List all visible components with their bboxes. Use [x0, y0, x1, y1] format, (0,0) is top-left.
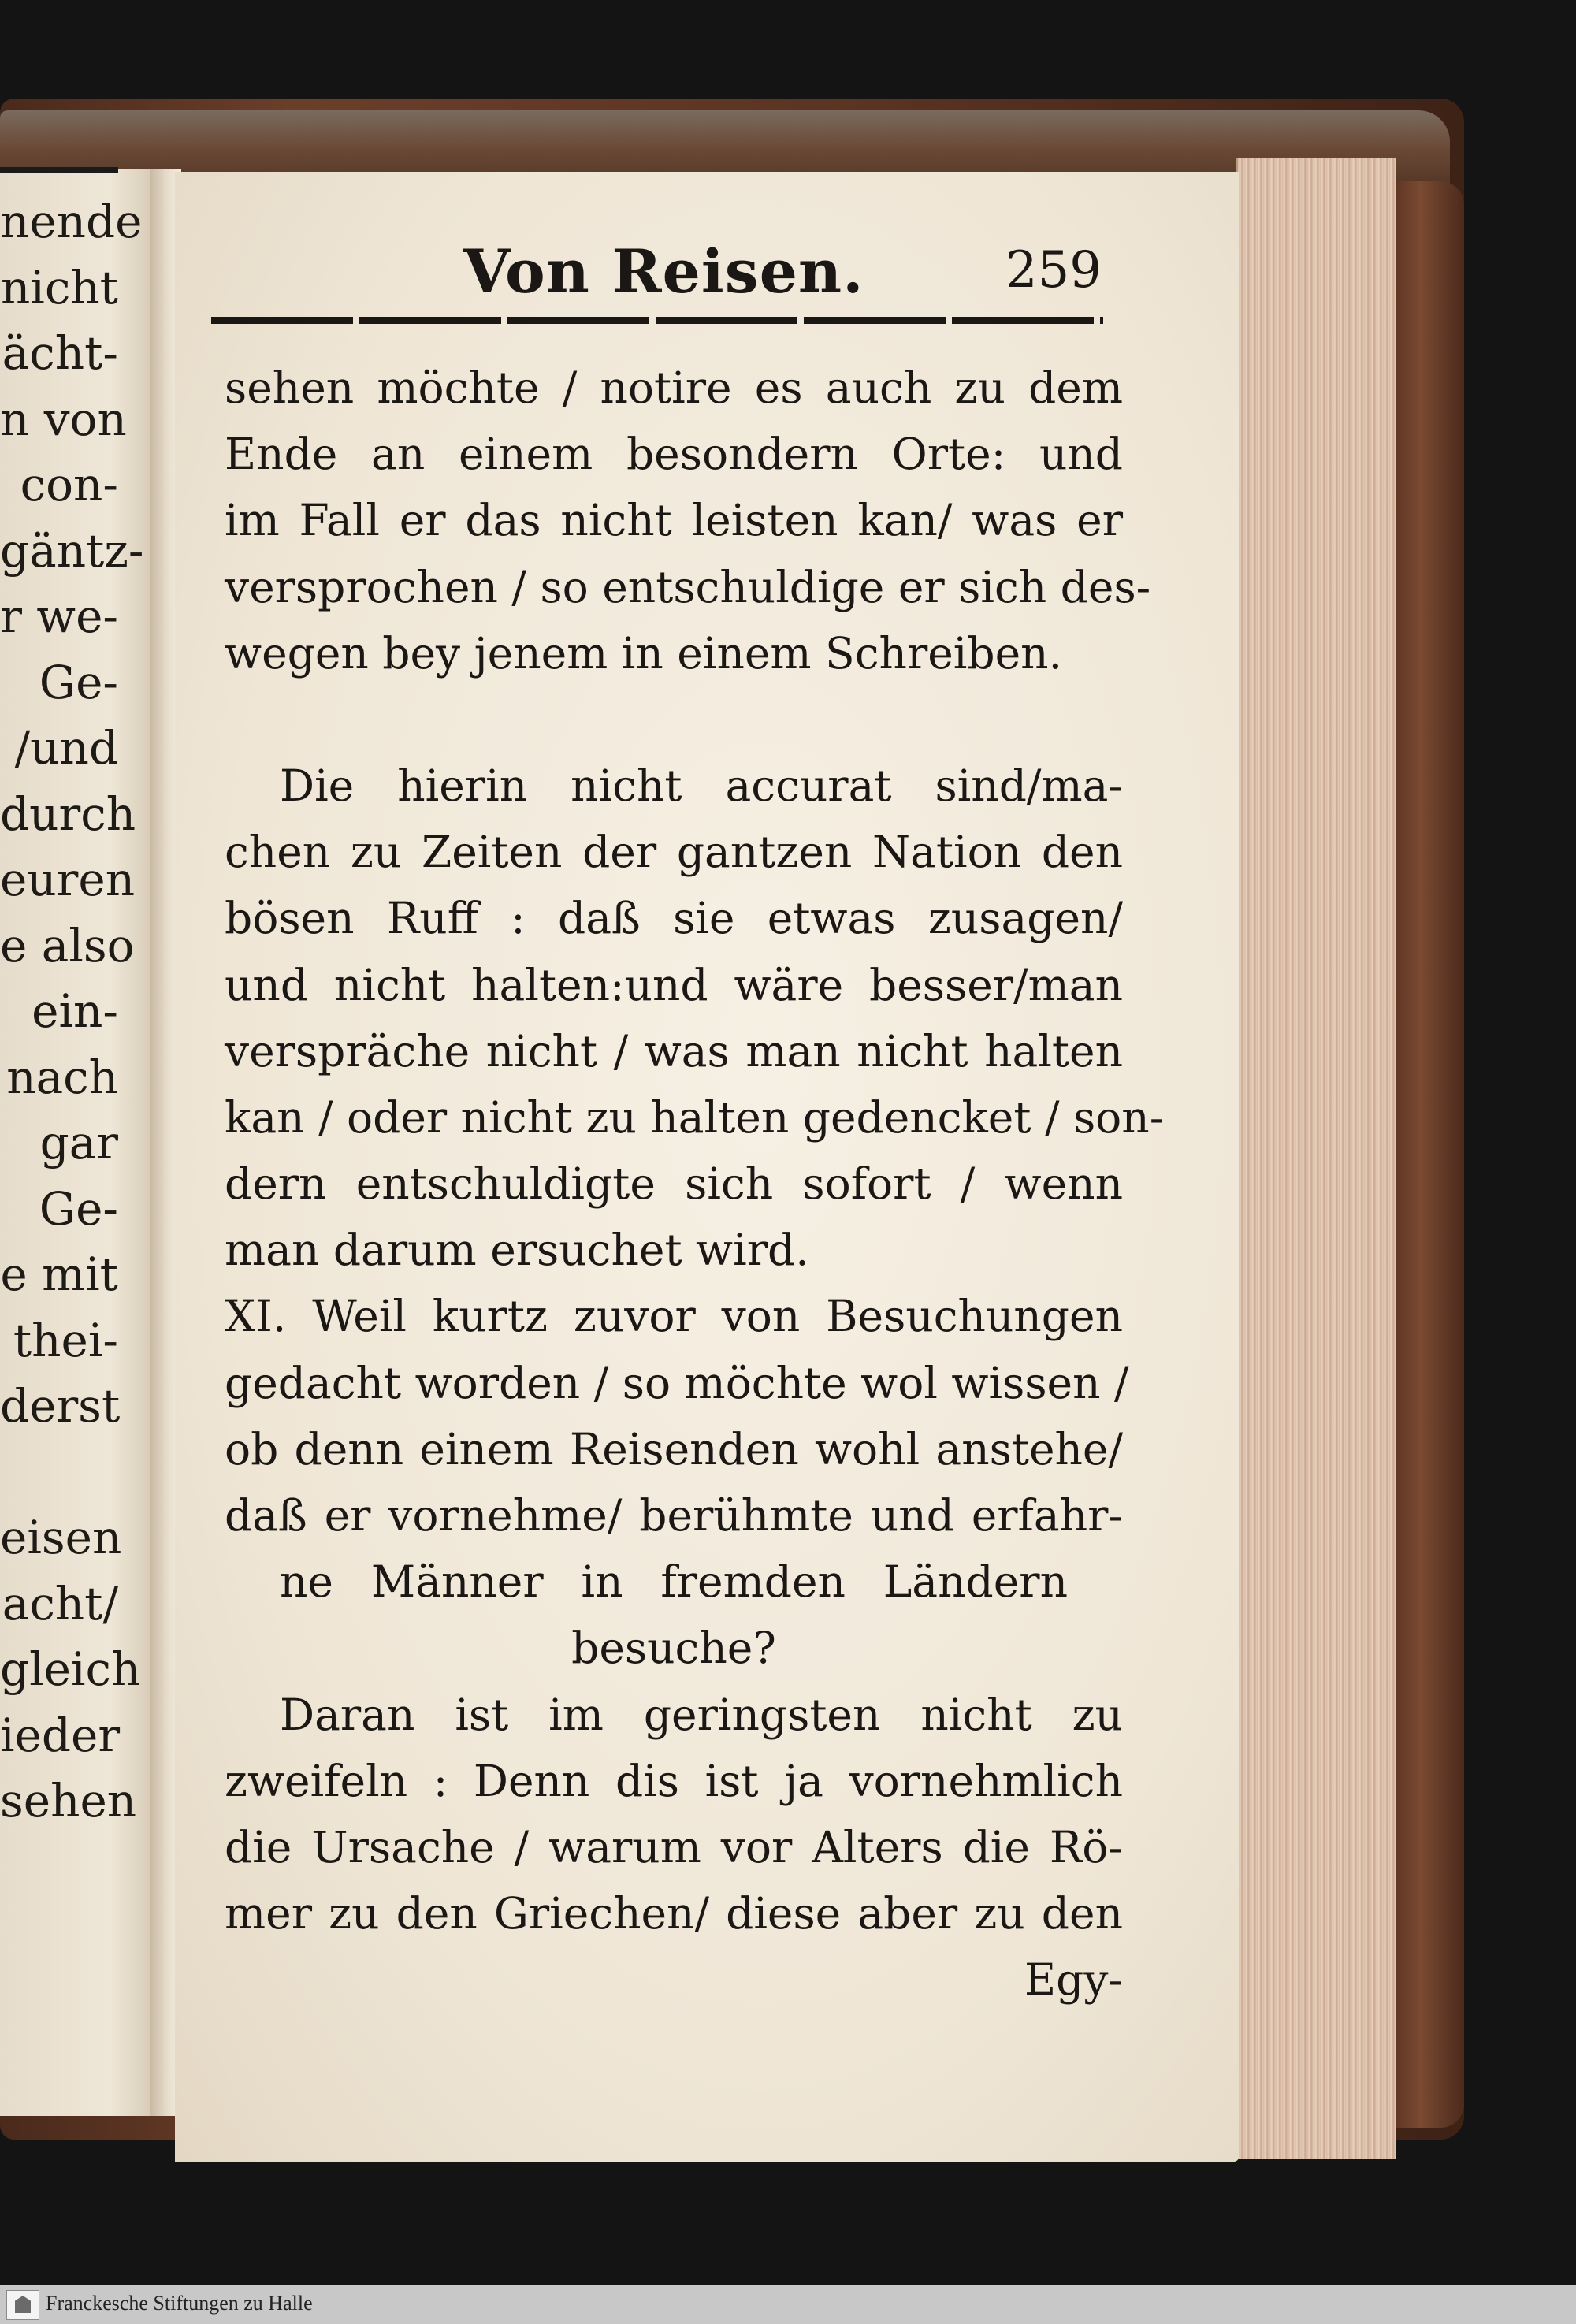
left-page-fragment-line: eisen: [0, 1511, 122, 1564]
left-page-fragment-line: Ge-: [39, 1181, 118, 1236]
book-cover-right-edge: [1392, 181, 1464, 2128]
left-page-fragment-line: ieder: [0, 1708, 121, 1762]
left-page-fragment-line: r we-: [0, 589, 118, 643]
text-line: bösen Ruff : daß sie etwas zusagen/: [225, 893, 1123, 944]
left-page-fragment-line: e mit: [0, 1248, 118, 1301]
left-page-fragment-line: gar: [39, 1116, 118, 1169]
text-line: dern entschuldigte sich sofort / wenn: [225, 1158, 1123, 1210]
left-page-fragment-line: con-: [20, 458, 118, 511]
page-block-edge: [1236, 158, 1396, 2159]
left-page-fragment-line: sehen: [0, 1774, 137, 1828]
text-line: kan / oder nicht zu halten gedencket / son-: [225, 1091, 1165, 1143]
left-page-fragment-line: gäntz-: [0, 523, 144, 578]
text-line: man darum ersuchet wird.: [225, 1225, 809, 1276]
section-heading-line: ne Männer in fremden Ländern: [280, 1556, 1068, 1608]
left-page-fragment-line: nach: [6, 1050, 118, 1104]
credit-text: Franckesche Stiftungen zu Halle: [46, 2292, 313, 2315]
text-line: chen zu Zeiten der gantzen Nation den: [225, 827, 1123, 878]
left-page-fragment-line: durch: [0, 786, 136, 841]
left-page-fragment-line: n von: [0, 392, 127, 446]
text-line: Die hierin nicht accurat sind/ma-: [280, 760, 1123, 811]
building-icon: [15, 2296, 31, 2313]
institution-logo: [6, 2290, 39, 2320]
page-number: 259: [1005, 241, 1102, 299]
left-page-header-rule: [0, 167, 118, 173]
left-page-fragment-line: gleich: [0, 1642, 141, 1696]
text-line: Ende an einem besondern Orte: und: [225, 429, 1123, 480]
left-page-fragment-line: Ge-: [39, 655, 118, 709]
text-line: im Fall er das nicht leisten kan/ was er: [225, 495, 1123, 546]
catchword: Egy-: [1024, 1954, 1123, 2006]
text-line: versprochen / so entschuldige er sich des-: [225, 561, 1151, 612]
section-heading-line: besuche?: [571, 1623, 776, 1674]
text-line: zweifeln : Denn dis ist ja vornehmlich: [225, 1755, 1123, 1806]
header-rule: [211, 317, 1103, 324]
left-page-fragment-line: euren: [0, 853, 136, 906]
text-line: und nicht halten:und wäre besser/man: [225, 959, 1123, 1010]
left-page-fragment-line: nende: [0, 195, 143, 248]
left-page-fragment-line: derst: [0, 1379, 121, 1433]
text-line: verspräche nicht / was man nicht halten: [225, 1025, 1123, 1076]
section-heading-line: daß er vornehme/ berühmte und erfahr-: [225, 1490, 1123, 1541]
left-page-fragment-line: ein-: [32, 984, 118, 1038]
left-page-fragment-line: ächt-: [2, 326, 118, 380]
left-page-text-fragments: [0, 189, 144, 1835]
left-page-fragment-line: e also: [0, 918, 135, 972]
left-page-fragment-line: /und: [14, 721, 118, 775]
left-page-fragment-line: nicht: [0, 260, 118, 314]
section-heading-line: gedacht worden / so möchte wol wissen /: [225, 1357, 1129, 1408]
text-line: die Ursache / warum vor Alters die Rö-: [225, 1821, 1123, 1872]
text-line: sehen möchte / notire es auch zu dem: [225, 363, 1123, 413]
section-heading-line: ob denn einem Reisenden wohl anstehe/: [225, 1423, 1123, 1474]
page-body-text: [225, 355, 1165, 2014]
left-page-fragment-line: thei-: [13, 1313, 118, 1367]
page-header: [290, 236, 1102, 315]
left-page-fragment-line: [0, 1440, 118, 1506]
running-title: Von Reisen.: [463, 236, 864, 307]
text-line: mer zu den Griechen/ diese aber zu den: [225, 1888, 1123, 1939]
section-heading-line: XI. Weil kurtz zuvor von Besuchungen: [225, 1291, 1123, 1342]
text-line: wegen bey jenem in einem Schreiben.: [225, 627, 1063, 679]
text-line: Daran ist im geringsten nicht zu: [280, 1689, 1123, 1740]
left-page-fragment-line: acht/: [2, 1576, 118, 1631]
